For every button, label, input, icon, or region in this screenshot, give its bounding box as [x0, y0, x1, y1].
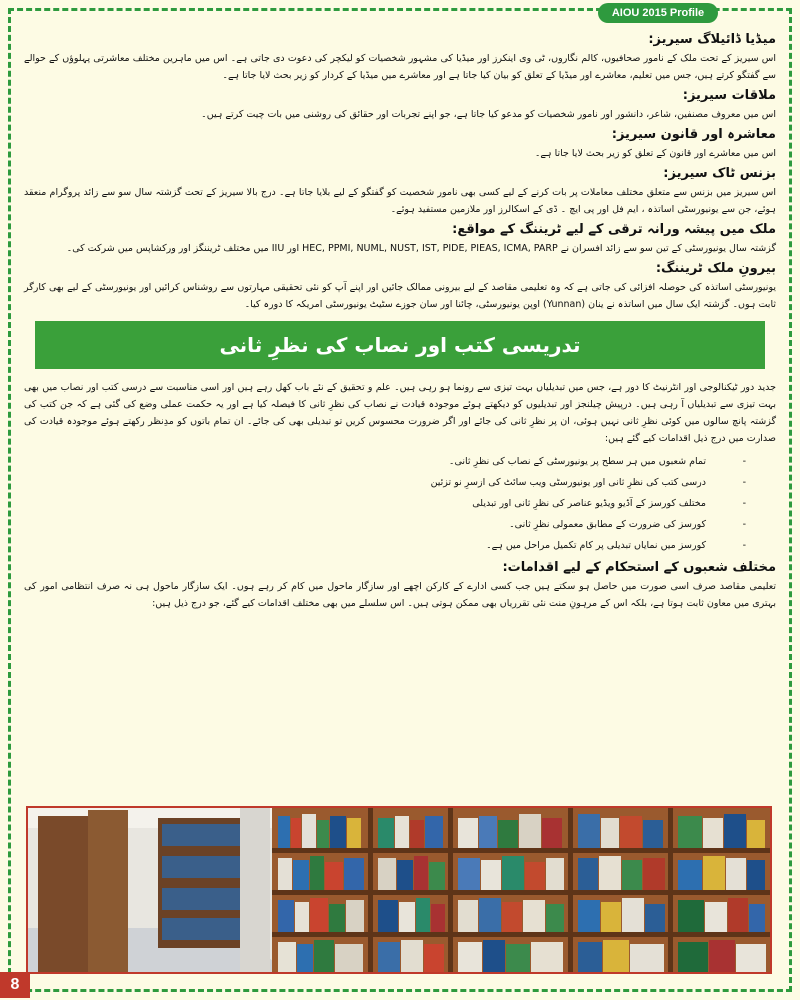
section-body: اس میں معروف مصنفین، شاعر، دانشور اور نامور شخصیات کو مدعو کیا جاتا ہے، جو اپنے تجربات اور حقائق کی روشنی میں بات چیت کرتے ہیں۔: [201, 109, 776, 120]
library-photo: [26, 806, 772, 974]
section-title: ملک میں پیشہ ورانہ ترقی کے لیے ٹریننگ کے مواقع:: [452, 222, 776, 237]
section-body: اس میں معاشرے اور قانون کے تعلق کو زیر بحث لایا جاتا ہے۔: [534, 148, 776, 159]
bullet-dash: -: [742, 477, 746, 488]
list-item-text: مختلف کورسز کے آڈیو ویڈیو عناصر کی نظرِ ثانی اور تبدیلی: [472, 498, 706, 509]
section-body: تعلیمی مقاصد صرف اسی صورت میں حاصل ہو سکتے ہیں جب کسی ادارے کے کارکن اچھے اور سازگار ماحول میں کام کر رہے ہوں۔ ایک سازگار ماحول ہی نہ صرف انتظامی امور کی بہتری میں معاون ثابت ہوتا ہے، بلکہ اس کے مرہونِ منت نئی تقرریاں بھی ممکن ہوتی ہیں۔ اس سلسلے میں بھی مختلف اقدامات کیے گئے، جو درج ذیل ہیں:: [24, 581, 776, 609]
section-title: مختلف شعبوں کے استحکام کے لیے اقدامات:: [502, 560, 776, 575]
bullet-dash: -: [742, 498, 746, 509]
list-item: [24, 535, 746, 556]
list-item-text: کورسز کی ضرورت کے مطابق معمولی نظرِ ثانی۔: [509, 519, 706, 530]
list-item-text: کورسز میں نمایاں تبدیلی پر کام تکمیل مراحل میں ہے۔: [486, 540, 706, 551]
list-item: [24, 514, 746, 535]
list-item-text: درسی کتب کی نظرِ ثانی اور یونیورسٹی ویب سائٹ کی ازسرِ نو تزئین: [430, 477, 706, 488]
list-item: [24, 451, 746, 472]
section-mulaqat: [24, 88, 776, 123]
bullet-dash: -: [742, 540, 746, 551]
section-society-law: [24, 127, 776, 162]
section-body: اس سیریز کے تحت ملک کے نامور صحافیوں، کالم نگاروں، ٹی وی اینکرز اور میڈیا کی مشہور شخصیات کو لیکچر کی دعوت دی جاتی ہے۔ اس میں ماہرین مختلف معاشرتی پہلوؤں کے حوالے سے گفتگو کرتے ہیں، جس میں تعلیم، معاشرے اور میڈیا کے تعلق کو بیان کیا جاتا ہے اور معاشرے میں میڈیا کے کردار کو زیر بحث لایا جاتا ہے۔: [24, 53, 776, 81]
section-business-talk: [24, 166, 776, 218]
section-body: گزشتہ سال یونیورسٹی کے تین سو سے زائد افسران نے HEC, PPMI, NUML, NUST, IST, PIDE, PIEAS, ICMA, PARP اور IIU میں مختلف ٹریننگز اور ورکشاپس میں شرکت کی۔: [66, 243, 776, 254]
section-title: معاشرہ اور قانون سیریز:: [611, 127, 776, 142]
section-foreign-training: [24, 261, 776, 313]
bullet-dash: -: [742, 519, 746, 530]
page-number: 8: [0, 972, 30, 998]
section-title: بزنس ٹاک سیریز:: [663, 166, 776, 181]
library-bookshelves-image: [28, 808, 770, 972]
section-body: یونیورسٹی اساتذہ کی حوصلہ افزائی کی جاتی ہے کہ وہ تعلیمی مقاصد کے لیے بیرونی ممالک جائیں اور اپنے آپ کو نئی تحقیقی مہارتوں سے روشناس کرائیں اور یونیورسٹی کے لیے بھی کارگر ثابت ہوں۔ گزشتہ ایک سال میں اساتذہ نے ینان (Yunnan) اوپن یونیورسٹی، چائنا اور سان جوزے سٹیٹ یونیورسٹی امریکہ کا دورہ کیا۔: [24, 282, 776, 310]
intro-paragraph: جدید دور ٹیکنالوجی اور انٹرنیٹ کا دور ہے، جس میں تبدیلیاں بہت تیزی سے رونما ہو رہی ہیں۔ علم و تحقیق کے نئے باب کھل رہے ہیں اور اسی مناسبت سے درسی کتب اور نصاب میں بھی بہت تیزی سے تبدیلیاں آ رہی ہیں۔ درپیش چیلنجز اور تبدیلیوں کو دیکھتے ہوئے موجودہ قیادت نے نصاب کی نظرِ ثانی کا فیصلہ کیا ہے اور یہ حکمت عملی وضع کی گئی ہے کہ جن کتب کی گزشتہ پانچ سالوں میں کوئی نظرِ ثانی نہیں ہوئی، ان پر نظرِ ثانی کی جائے اور اگر ضرورت محسوس کریں تو تبدیلی بھی کی جائے۔ ان تمام باتوں کو مدِنظر رکھتے ہوئے موجودہ قیادت کی صدارت میں درج ذیل اقدامات کیے گئے ہیں:: [24, 382, 776, 444]
section-banner: تدریسی کتب اور نصاب کی نظرِ ثانی: [35, 321, 765, 369]
section-title: میڈیا ڈائیلاگ سیریز:: [648, 32, 776, 47]
steps-list: [24, 451, 776, 556]
section-media-dialogue: [24, 32, 776, 84]
bullet-dash: -: [742, 456, 746, 467]
top-sections: [24, 32, 776, 313]
section-title: ملاقات سیریز:: [682, 88, 776, 103]
list-item: [24, 493, 746, 514]
page-content: [24, 28, 776, 612]
section-body: اس سیریز میں بزنس سے متعلق مختلف معاملات پر بات کرنے کے لیے کسی بھی نامور شخصیت کو گفتگو کے لیے بلایا جاتا ہے۔ درج بالا سیریز کے تحت گزشتہ سال سو سے زائد پروگرام منعقد ہوئے، جن سے یونیورسٹی اساتذہ ، ایم فل اور پی ایچ ۔ ڈی کے اسکالرز اور ملازمین مستفید ہوئے۔: [24, 187, 776, 215]
header-badge: AIOU 2015 Profile: [598, 3, 718, 23]
list-item: [24, 472, 746, 493]
list-item-text: تمام شعبوں میں ہر سطح پر یونیورسٹی کے نصاب کی نظرِ ثانی۔: [448, 456, 706, 467]
section-institutional-strengthening: [24, 560, 776, 612]
section-professional-training: [24, 222, 776, 257]
section-title: بیرونِ ملک ٹریننگ:: [655, 261, 776, 276]
